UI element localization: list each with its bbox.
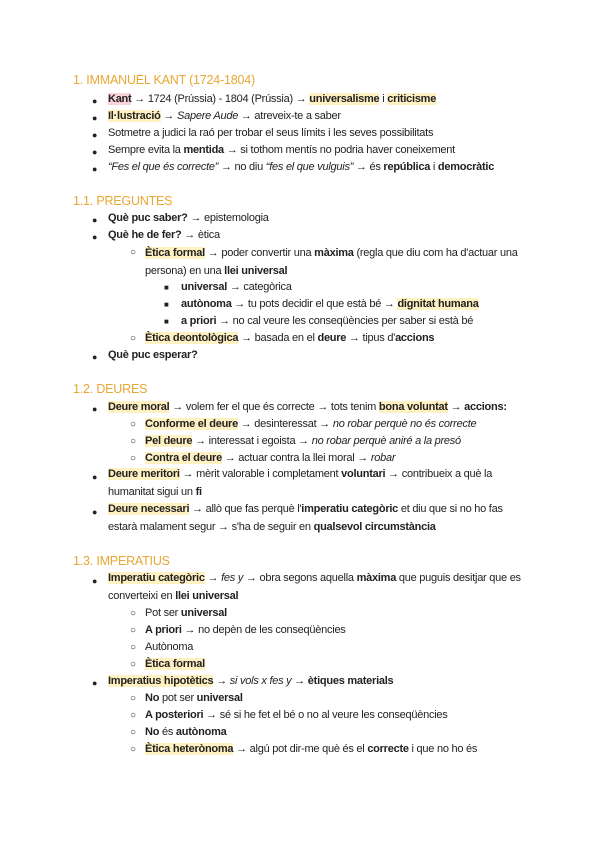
pregunta-1: Què puc saber? → epistemologia (108, 212, 269, 224)
bullet-disc: ● (92, 232, 98, 242)
bullet-square: ■ (164, 283, 169, 292)
hipotetic-universal: No pot ser universal (145, 692, 243, 704)
hipotetic-etica-heteronoma: Ètica heterònoma → algú pot dir-me què és el correcte i que no ho és (145, 743, 478, 755)
bullet-disc: ● (92, 130, 98, 140)
bullet-circle: ○ (130, 247, 137, 258)
categoric-a-priori: A priori → no depèn de les conseqüències (145, 624, 346, 636)
bullet-disc: ● (92, 352, 98, 362)
kant-line-3: Sotmetre a judici la raó per trobar el seus límits i les seves possibilitats (108, 127, 434, 139)
kant-line-4: Sempre evita la mentida → si tothom mentís no podria haver coneixement (108, 144, 455, 156)
bullet-circle: ○ (130, 727, 137, 738)
bullet-circle: ○ (130, 710, 137, 721)
bullet-circle: ○ (130, 436, 137, 447)
deure-moral: Deure moral → volem fer el que és correcte → tots tenim bona voluntat → accions: (108, 401, 507, 413)
heading-imperatius: 1.3. IMPERATIUS (73, 554, 170, 568)
bullet-disc: ● (92, 576, 98, 586)
kant-line-2: Il·lustració → Sapere Aude → atreveix-te a saber (108, 110, 341, 122)
formal-universal: universal → categòrica (181, 281, 292, 293)
kant-line-5: “Fes el que és correcte” → no diu “fes el que vulguis” → és república i democràtic (108, 161, 495, 173)
bullet-square: ■ (164, 300, 169, 309)
formal-autonoma: autònoma → tu pots decidir el que està bé → dignitat humana (181, 298, 479, 310)
bullet-disc: ● (92, 113, 98, 123)
bullet-disc: ● (92, 164, 98, 174)
hipotetic-a-posteriori: A posteriori → sé si he fet el bé o no al veure les conseqüències (145, 709, 448, 721)
bullet-disc: ● (92, 404, 98, 414)
bullet-disc: ● (92, 215, 98, 225)
bullet-disc: ● (92, 96, 98, 106)
imperatiu-categoric: Imperatiu categòric → fes y → obra segons aquella màxima que puguis desitjar que es converteixi en llei universal (108, 572, 521, 602)
bullet-circle: ○ (130, 608, 137, 619)
conforme-deure: Conforme el deure → desinteressat → no robar perquè no és correcte (145, 418, 477, 430)
pel-deure: Pel deure → interessat i egoista → no robar perquè aniré a la presó (145, 435, 461, 447)
kant-line-1: Kant → 1724 (Prússia) - 1804 (Prússia) → universalisme i criticisme (108, 93, 437, 105)
bullet-circle: ○ (130, 625, 137, 636)
bullet-disc: ● (92, 507, 98, 517)
imperatius-hipotetics: Imperatius hipotètics → si vols x fes y → ètiques materials (108, 675, 394, 687)
hipotetic-autonoma: No és autònoma (145, 726, 227, 738)
categoric-universal: Pot ser universal (145, 607, 227, 619)
bullet-circle: ○ (130, 333, 137, 344)
bullet-circle: ○ (130, 659, 137, 670)
etica-formal-item: Ètica formal → poder convertir una màxima (regla que diu com ha d'actuar una persona) en una llei universal (145, 247, 518, 277)
heading-preguntes: 1.1. PREGUNTES (73, 194, 173, 208)
deure-necessari: Deure necessari → allò que fas perquè l'imperatiu categòric et diu que si no ho fas estarà malament segur → s'ha de seguir en qualsevol circumstància (108, 503, 503, 533)
categoric-etica-formal: Ètica formal (145, 658, 205, 670)
deure-meritori: Deure meritori → mèrit valorable i completament voluntari → contribueix a què la humanitat sigui un fi (108, 468, 493, 498)
bullet-circle: ○ (130, 744, 137, 755)
heading-kant: 1. IMMANUEL KANT (1724-1804) (73, 73, 255, 87)
etica-deontologica-item: Ètica deontològica → basada en el deure → tipus d'accions (145, 332, 435, 344)
categoric-autonoma: Autònoma (145, 641, 194, 653)
bullet-square: ■ (164, 317, 169, 326)
bullet-disc: ● (92, 147, 98, 157)
bullet-circle: ○ (130, 453, 137, 464)
formal-a-priori: a priori → no cal veure les conseqüències per saber si està bé (181, 315, 474, 327)
pregunta-3: Què puc esperar? (108, 349, 198, 361)
pregunta-2: Què he de fer? → ètica (108, 229, 220, 241)
bullet-circle: ○ (130, 419, 137, 430)
bullet-circle: ○ (130, 693, 137, 704)
heading-deures: 1.2. DEURES (73, 382, 148, 396)
bullet-disc: ● (92, 472, 98, 482)
contra-deure: Contra el deure → actuar contra la llei moral → robar (145, 452, 396, 464)
bullet-circle: ○ (130, 642, 137, 653)
bullet-disc: ● (92, 678, 98, 688)
